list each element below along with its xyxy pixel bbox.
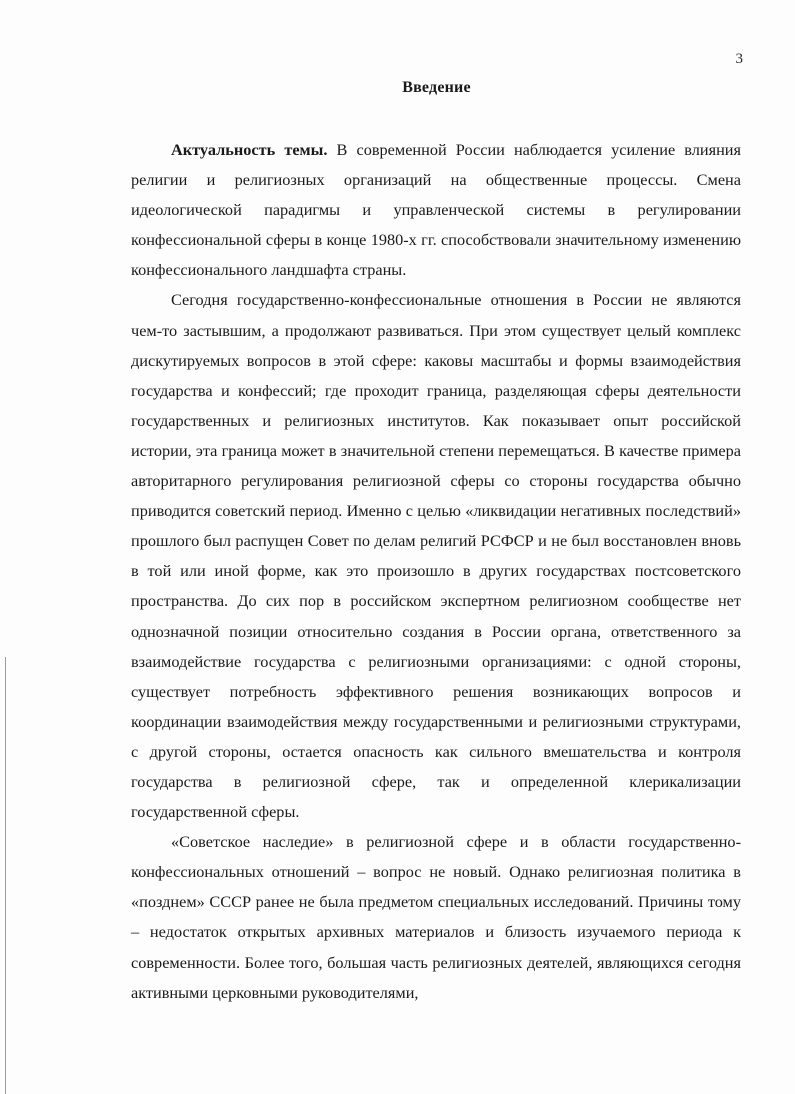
body-text xyxy=(131,135,741,1008)
section-heading: Введение xyxy=(402,79,471,96)
paragraph-soviet-legacy: «Советское наследие» в религиозной сфере и в области государственно-конфессиональных отношений – вопрос не новый. Однако религиозная политика в «позднем» СССР ранее не была предметом специальных исследований. Причины тому – недостаток открытых архивных материалов и близость изучаемого периода к современности. Более того, большая часть религиозных деятелей, являющихся сегодня активными церковными руководителями, xyxy=(131,832,741,1002)
page-number: 3 xyxy=(735,51,743,67)
paragraph-lead: Актуальность темы. xyxy=(171,140,328,159)
paragraph-text: В современной России наблюдается усиление влияния религии и религиозных организаций на общественные процессы. Смена идеологической парадигмы и управленческой системы в регулировании конфессиональной сферы в конце 1980-х гг. способствовали значительному изменению конфессионального ландшафта страны. xyxy=(131,140,741,280)
paragraph-state-confessional-relations: Сегодня государственно-конфессиональные отношения в России не являются чем-то застывшим, а продолжают развиваться. При этом существует целый комплекс дискутируемых вопросов в этой сфере: каковы масштабы и формы взаимодействия государства и конфессий; где проходит граница, разделяющая сферы деятельности государственных и религиозных институтов. Как показывает опыт российской истории, эта граница может в значительной степени перемещаться. В качестве примера авторитарного регулирования религиозной сферы со стороны государства обычно приводится советский период. Именно с целью «ликвидации негативных последствий» прошлого был распущен Совет по делам религий РСФСР и не был восстановлен вновь в той или иной форме, как это произошло в других государствах постсоветского пространства. До сих пор в российском экспертном религиозном сообществе нет однозначной позиции относительно создания в России органа, ответственного за взаимодействие государства с религиозными организациями: с одной стороны, существует потребность эффективного решения возникающих вопросов и координации взаимодействия между государственными и религиозными структурами, с другой стороны, остается опасность как сильного вмешательства и контроля государства в религиозной сфере, так и определенной клерикализации государственной сферы. xyxy=(131,290,741,822)
paragraph-relevance xyxy=(131,135,741,285)
scan-edge-line xyxy=(5,657,6,1094)
